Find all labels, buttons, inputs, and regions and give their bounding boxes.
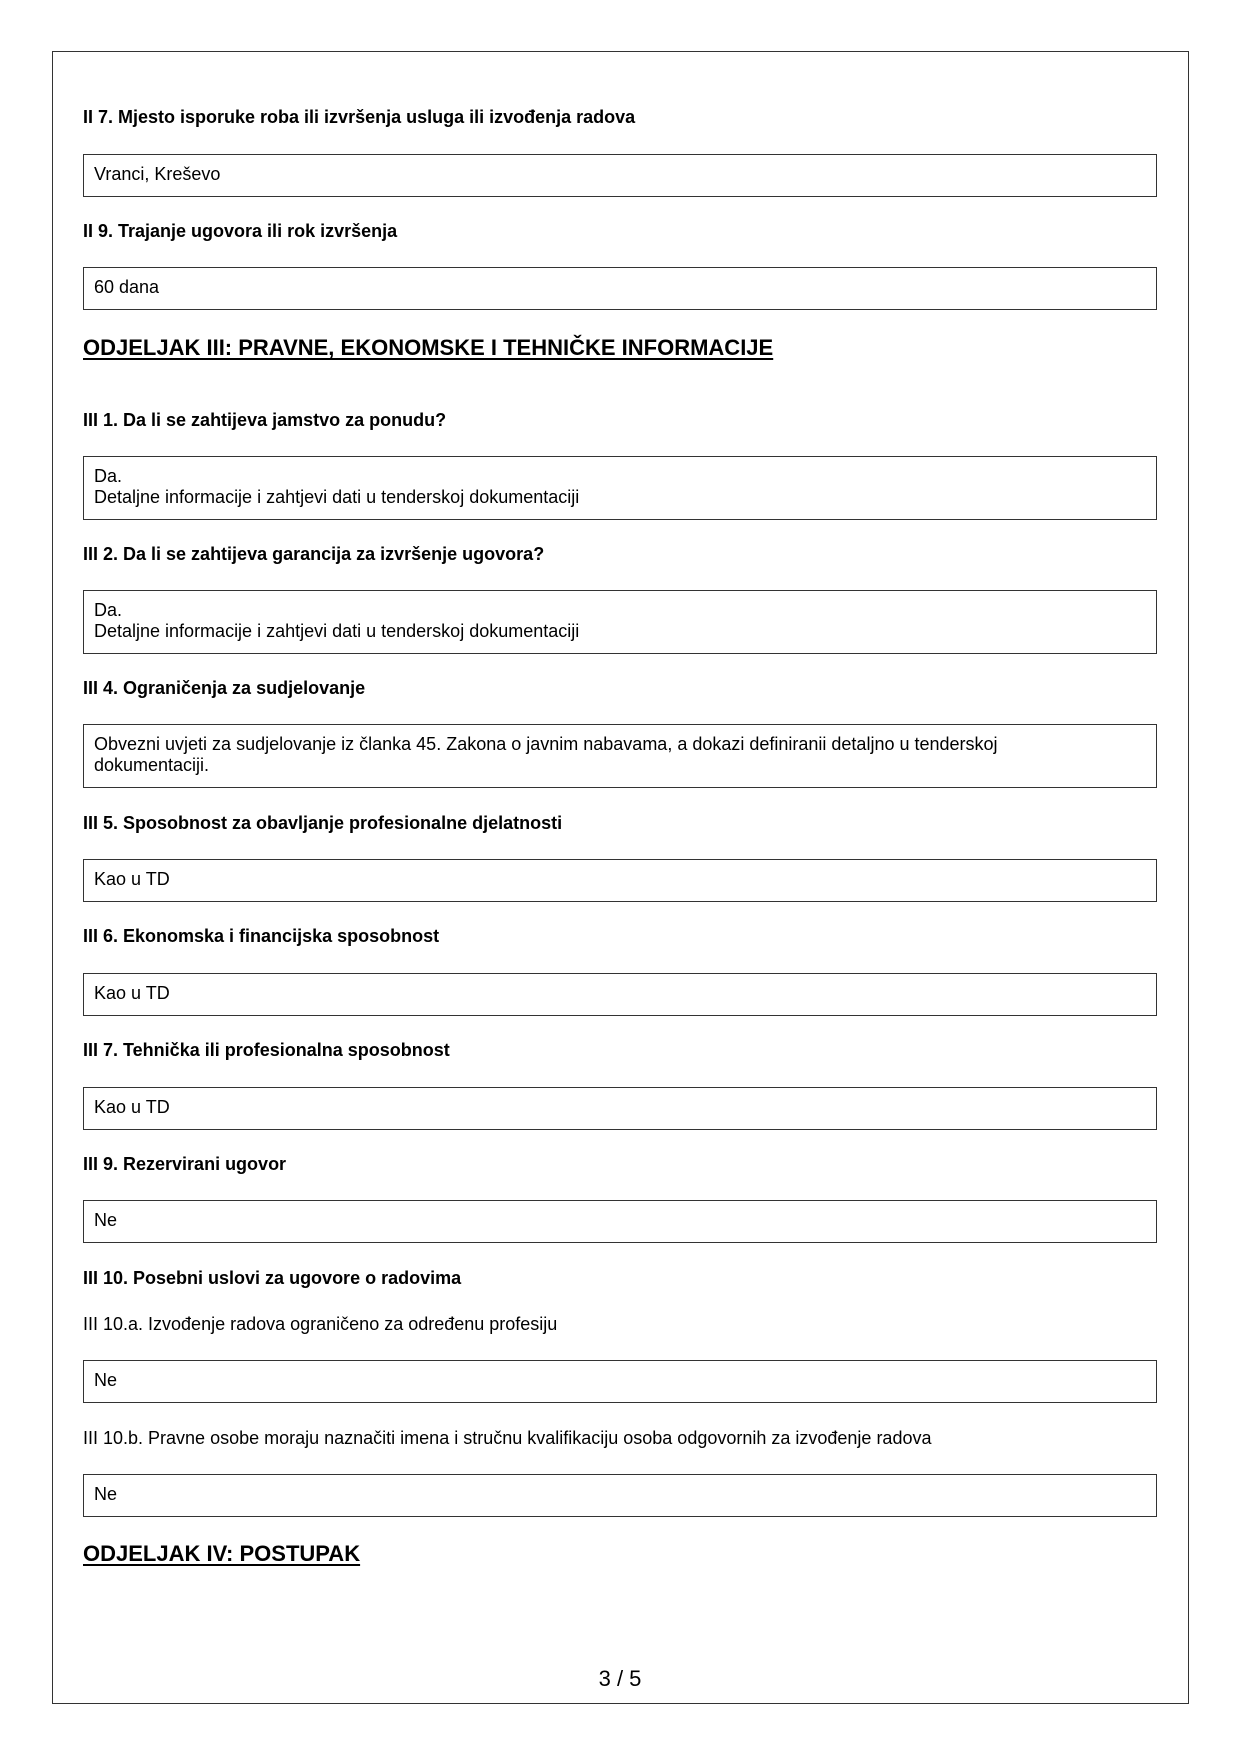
iii5-value-field: [83, 859, 1157, 902]
section-iii-heading: ODJELJAK III: PRAVNE, EKONOMSKE I TEHNIČKE INFORMACIJE: [83, 335, 774, 360]
ii9-value: 60 dana: [94, 277, 160, 297]
iii4-value-field: [83, 724, 1157, 788]
iii4-label: III 4. Ograničenja za sudjelovanje: [83, 678, 366, 698]
iii2-label: III 2. Da li se zahtijeva garancija za izvršenje ugovora?: [83, 544, 545, 564]
iii5-label: III 5. Sposobnost za obavljanje profesionalne djelatnosti: [83, 813, 563, 833]
iii10-label: III 10. Posebni uslovi za ugovore o radovima: [83, 1268, 462, 1288]
section-iv-heading: ODJELJAK IV: POSTUPAK: [83, 1541, 361, 1566]
iii6-value-field: [83, 973, 1157, 1016]
iii7-value-field: [83, 1087, 1157, 1130]
iii9-label: III 9. Rezervirani ugovor: [83, 1154, 287, 1174]
iii4-value-line1: Obvezni uvjeti za sudjelovanje iz članka 45. Zakona o javnim nabavama, a dokazi definiranii detaljno u tenderskoj: [94, 734, 998, 754]
iii1-value-line2: Detaljne informacije i zahtjevi dati u tenderskoj dokumentaciji: [94, 487, 580, 507]
iii1-label: III 1. Da li se zahtijeva jamstvo za ponudu?: [83, 410, 447, 430]
iii2-value-line1: Da.: [94, 600, 123, 620]
iii6-label: III 6. Ekonomska i financijska sposobnost: [83, 926, 440, 946]
iii6-value: Kao u TD: [94, 983, 170, 1003]
iii5-value: Kao u TD: [94, 869, 170, 889]
iii9-value-field: [83, 1200, 1157, 1243]
ii7-value-field: [83, 154, 1157, 197]
iii1-value-field: [83, 456, 1157, 520]
iii4-value-line2: dokumentaciji.: [94, 755, 210, 775]
ii9-label: II 9. Trajanje ugovora ili rok izvršenja: [83, 221, 398, 241]
iii10a-value-field: [83, 1360, 1157, 1403]
ii7-label: II 7. Mjesto isporuke roba ili izvršenja usluga ili izvođenja radova: [83, 107, 636, 127]
iii10a-value: Ne: [94, 1370, 118, 1390]
iii2-value-field: [83, 590, 1157, 654]
iii10b-value: Ne: [94, 1484, 118, 1504]
iii7-value: Kao u TD: [94, 1097, 170, 1117]
iii10b-label: III 10.b. Pravne osobe moraju naznačiti imena i stručnu kvalifikaciju osoba odgovornih za izvođenje radova: [83, 1428, 932, 1448]
iii7-label: III 7. Tehnička ili profesionalna sposobnost: [83, 1040, 450, 1060]
page-number: 3 / 5: [598, 1666, 642, 1691]
iii10b-value-field: [83, 1474, 1157, 1517]
iii2-value-line2: Detaljne informacije i zahtjevi dati u tenderskoj dokumentaciji: [94, 621, 580, 641]
ii9-value-field: [83, 267, 1157, 310]
iii1-value-line1: Da.: [94, 466, 123, 486]
ii7-value: Vranci, Kreševo: [94, 164, 221, 184]
iii9-value: Ne: [94, 1210, 118, 1230]
iii10a-label: III 10.a. Izvođenje radova ograničeno za određenu profesiju: [83, 1314, 558, 1334]
